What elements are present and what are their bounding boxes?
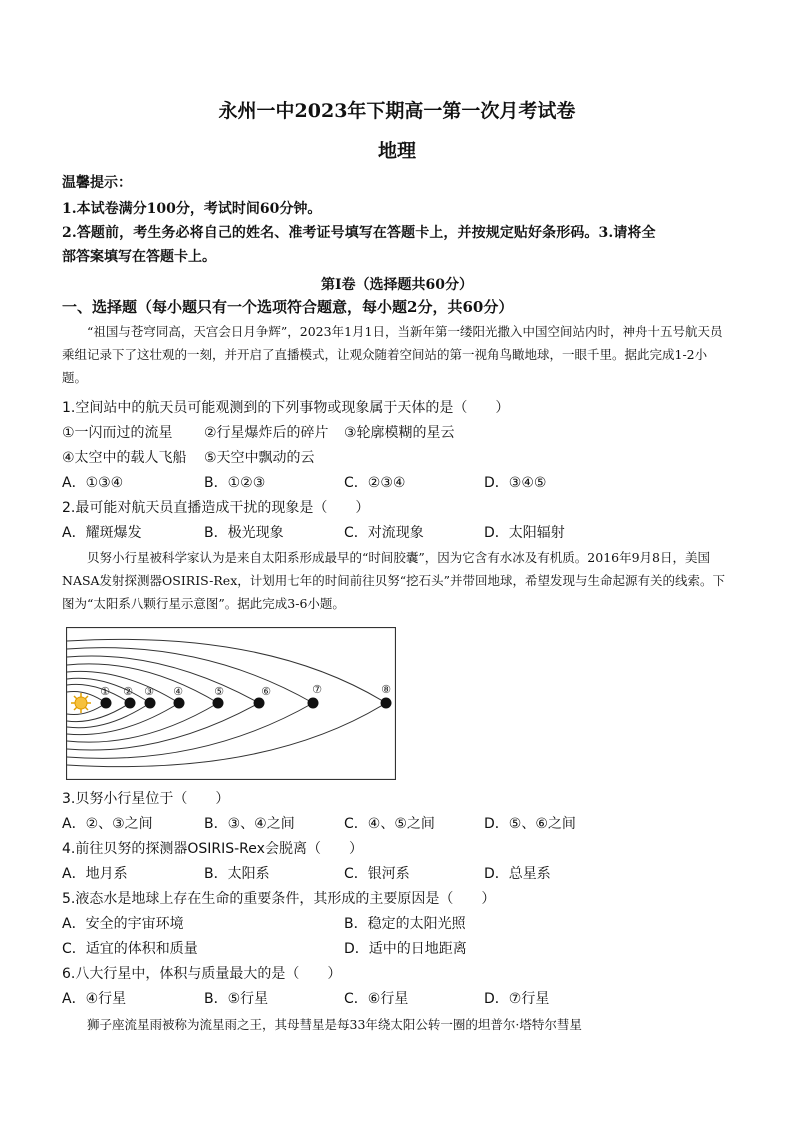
section-heading: 一、选择题（每小题只有一个选项符合题意，每小题2分，共60分） [62,298,514,316]
q2-option-a[interactable]: A．耀斑爆发 [62,525,142,541]
planet-label: ④ [173,685,183,698]
planet-4 [174,698,185,709]
question-6-stem: 6.八大行星中，体积与质量最大的是（ ） [62,966,342,982]
planet-3 [145,698,156,709]
q5-option-a[interactable]: A．安全的宇宙环境 [62,916,184,932]
sun-icon [71,693,91,713]
q2-option-c[interactable]: C．对流现象 [344,525,424,541]
q2-option-b[interactable]: B．极光现象 [204,525,284,541]
planet-label: ⑧ [381,683,391,696]
q1-item: ③轮廓模糊的星云 [344,425,455,441]
q1-item: ②行星爆炸后的碎片 [204,425,329,441]
q3-option-b[interactable]: B．③、④之间 [204,816,295,832]
passage-3: 狮子座流星雨被称为流星雨之王，其母彗星是每33年绕太阳公转一圈的坦普尔·塔特尔彗星 [87,1017,582,1032]
planet-label: ① [100,685,110,698]
question-2-stem: 2.最可能对航天员直播造成干扰的现象是（ ） [62,500,370,516]
planet-label: ⑤ [214,685,224,698]
q5-option-d[interactable]: D．适中的日地距离 [344,941,467,957]
passage-1: “祖国与苍穹同高，天宫会日月争辉”，2023年1月1日，当新年第一缕阳光撒入中国空间站内时，神舟十五号航天员乘组记录下了这壮观的一刻，并开启了直播模式，让观众随着空间站的第一视角鸟瞰地球，一眼千里。据此完成1-2小题。 [62,324,723,385]
planet-label: ③ [144,685,154,698]
q5-option-c[interactable]: C．适宜的体积和质量 [62,941,198,957]
q3-option-c[interactable]: C．④、⑤之间 [344,816,435,832]
question-5-stem: 5.液态水是地球上存在生命的重要条件，其形成的主要原因是（ ） [62,891,496,907]
q4-option-b[interactable]: B．太阳系 [204,866,270,882]
q3-option-a[interactable]: A．②、③之间 [62,816,153,832]
tips-line-2b: 部答案填写在答题卡上。 [62,249,216,265]
q1-option-b[interactable]: B．①②③ [204,475,266,491]
q1-item: ①一闪而过的流星 [62,425,173,441]
q4-option-d[interactable]: D．总星系 [484,866,551,882]
question-1-stem: 1.空间站中的航天员可能观测到的下列事物或现象属于天体的是（ ） [62,400,510,416]
planet-label: ② [123,685,133,698]
passage-2: 贝努小行星被科学家认为是来自太阳系形成最早的“时间胶囊”，因为它含有水冰及有机质。2016年9月8日，美国NASA发射探测器OSIRIS-Rex，计划用七年的时间前往贝努“挖石头”并带回地球，希望发现与生命起源有关的线索。下图为“太阳系八颗行星示意图”。据此完成3-6小题。 [62,550,726,611]
q3-option-d[interactable]: D．⑤、⑥之间 [484,816,576,832]
q1-item: ⑤天空中飘动的云 [204,450,315,466]
part-title: 第Ⅰ卷（选择题共60分） [320,277,474,293]
exam-title: 永州一中2023年下期高一第一次月考试卷 [218,100,576,122]
q1-option-c[interactable]: C．②③④ [344,475,406,491]
q5-option-b[interactable]: B．稳定的太阳光照 [344,916,466,932]
q6-option-b[interactable]: B．⑤行星 [204,991,269,1007]
tips-line-2a: 2.答题前，考生务必将自己的姓名、准考证号填写在答题卡上，并按规定贴好条形码。3.请将全 [62,225,656,241]
planet-6 [254,698,265,709]
q4-option-a[interactable]: A．地月系 [62,866,128,882]
q6-option-c[interactable]: C．⑥行星 [344,991,409,1007]
planet-1 [101,698,112,709]
q1-option-a[interactable]: A．①③④ [62,475,124,491]
q4-option-c[interactable]: C．银河系 [344,866,410,882]
q2-option-d[interactable]: D．太阳辐射 [484,525,565,541]
solar-system-diagram [66,627,396,780]
planet-label: ⑦ [312,683,322,696]
planet-5 [213,698,224,709]
question-4-stem: 4.前往贝努的探测器OSIRIS-Rex会脱离（ ） [62,841,363,857]
q1-option-d[interactable]: D．③④⑤ [484,475,547,491]
planet-7 [308,698,319,709]
tips-line-1: 1.本试卷满分100分，考试时间60分钟。 [62,201,322,217]
q1-item: ④太空中的载人飞船 [62,450,187,466]
question-3-stem: 3.贝努小行星位于（ ） [62,791,230,807]
planet-8 [381,698,392,709]
subject-title: 地理 [377,140,416,162]
planet-label: ⑥ [261,685,271,698]
tips-heading: 温馨提示： [62,175,132,191]
q6-option-a[interactable]: A．④行星 [62,991,127,1007]
q6-option-d[interactable]: D．⑦行星 [484,991,550,1007]
planet-2 [125,698,136,709]
